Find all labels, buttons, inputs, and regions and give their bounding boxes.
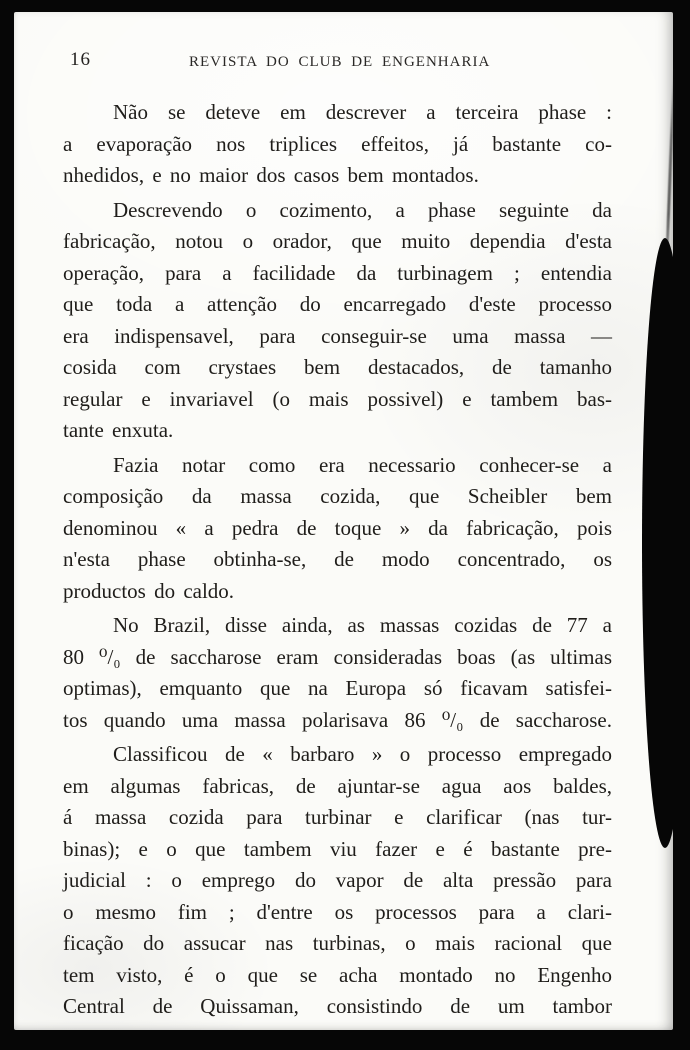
text-line: binas); e o que tambem viu fazer e é bastante pre-: [63, 836, 612, 861]
text-line: ficação do assucar nas turbinas, o mais racional que: [63, 931, 612, 955]
text-line: composição da massa cozida, que Scheibler bem: [63, 484, 612, 508]
paragraph: [63, 450, 612, 608]
text-line: em algumas fabricas, de ajuntar-se agua aos baldes,: [63, 773, 612, 798]
paragraph: [63, 739, 612, 1023]
page-gutter-shadow: [642, 238, 688, 848]
text-line: a evaporação nos triplices effeitos, já bastante co-: [63, 131, 612, 156]
text-line: era indispensavel, para conseguir-se uma massa —: [63, 323, 612, 348]
text-line: tos quando uma massa polarisava 86 ⁰/₀ de saccharose.: [63, 707, 612, 732]
text-line: denominou « a pedra de toque » da fabricação, pois: [63, 515, 612, 540]
text-line: cosida com crystaes bem destacados, de tamanho: [63, 355, 612, 379]
document-page: [14, 12, 673, 1030]
text-line: optimas), emquanto que na Europa só ficavam satisfei-: [63, 676, 612, 700]
text-line: productos do caldo.: [63, 578, 235, 603]
text-line: 80 ⁰/₀ de saccharose eram consideradas boas (as ultimas: [63, 644, 612, 669]
text-line: operação, para a facilidade da turbinagem ; entendia: [63, 260, 612, 285]
page-number: 16: [70, 49, 91, 70]
running-head: [14, 48, 673, 72]
text-line: á massa cozida para turbinar e clarificar (nas tur-: [63, 805, 612, 829]
text-line: que toda a attenção do encarregado d'este processo: [63, 292, 612, 316]
text-line: tante enxuta.: [63, 418, 174, 442]
text-line: Classificou de « barbaro » o processo empregado: [113, 742, 612, 766]
text-line: Fazia notar como era necessario conhecer-se a: [113, 452, 612, 477]
paragraph: [63, 97, 612, 192]
text-line: nhedidos, e no maior dos casos bem montados.: [63, 163, 479, 187]
text-line: regular e invariavel (o mais possivel) e tambem bas-: [63, 386, 612, 411]
text-line: fabricação, notou o orador, que muito dependia d'esta: [63, 229, 612, 253]
text-line: No Brazil, disse ainda, as massas cozidas de 77 a: [113, 613, 612, 637]
text-line: n'esta phase obtinha-se, de modo concentrado, os: [63, 547, 612, 571]
text-line: Não se deteve em descrever a terceira phase :: [113, 100, 612, 124]
paragraph: [63, 610, 612, 736]
body-text: [63, 97, 612, 1026]
text-line: judicial : o emprego do vapor de alta pressão para: [63, 868, 612, 892]
text-line: Descrevendo o cozimento, a phase seguinte da: [113, 197, 612, 222]
text-line: tem visto, é o que se acha montado no Engenho: [63, 962, 612, 987]
text-line: Central de Quissaman, consistindo de um tambor: [63, 994, 612, 1018]
paragraph: [63, 195, 612, 447]
journal-title: REVISTA DO CLUB DE ENGENHARIA: [189, 54, 491, 70]
text-line: o mesmo fim ; d'entre os processos para a clari-: [63, 899, 612, 924]
